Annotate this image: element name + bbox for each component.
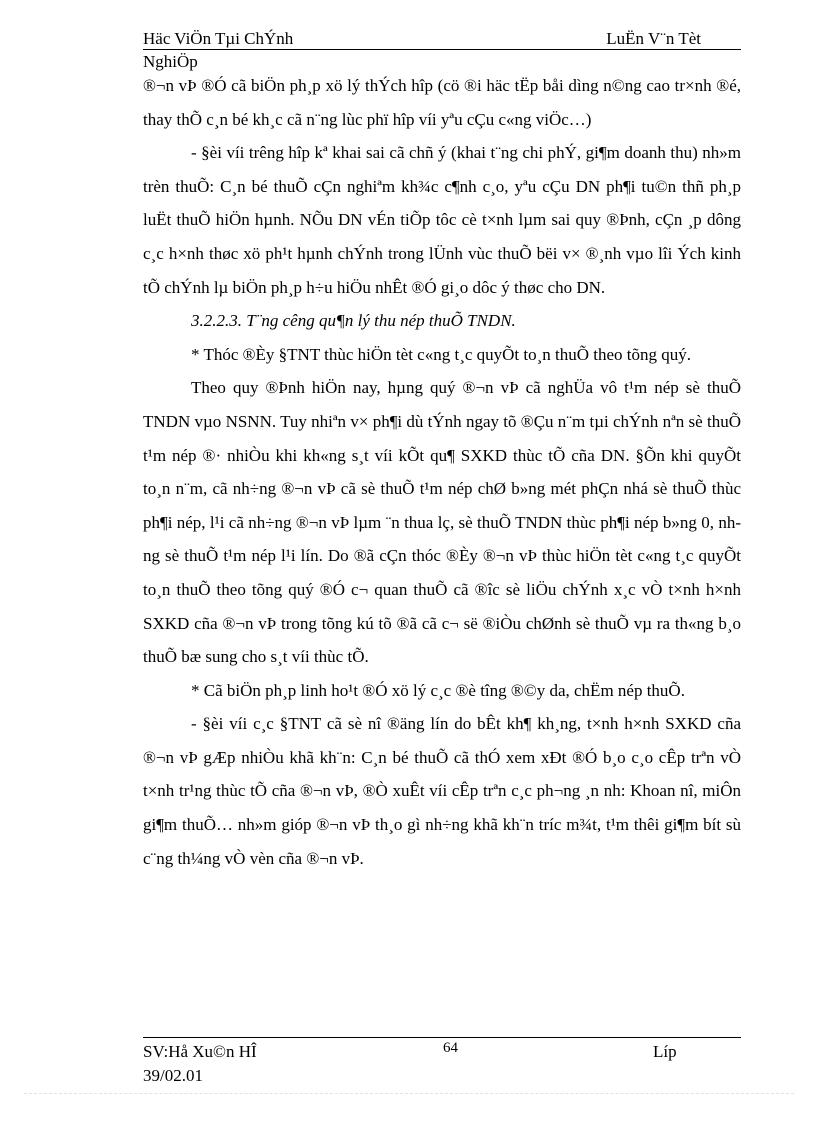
paragraph-4: Theo quy ®Þnh hiÖn nay, hµng quý ®¬n vÞ cã nghÜa vô t¹m nép sè thuÕ TNDN vµo NSNN. Tuy nhiªn v× ph¶i dù tÝnh ngay tõ ®Çu n¨m tµi chÝnh nªn sè thuÕ t¹m nép ®· nhiÒu khi kh«ng s¸t víi kÕt qu¶ SXKD thùc tÕ cña DN. §Õn khi quyÕt to¸n n¨m, cã nh÷ng ®¬n vÞ cã sè thuÕ t¹m nép chØ b»ng mét phÇn nhá sè thuÕ thùc ph¶i nép, l¹i cã nh÷ng ®¬n vÞ lµm ¨n thua lç, sè thuÕ TNDN thùc ph¶i nép b»ng 0, nhng sè thuÕ t¹m nép l¹i lín. Do ®ã cÇn thóc ®Èy ®¬n vÞ thùc hiÖn tèt c«ng t¸c quyÕt to¸n thuÕ theo tõng quý ®Ó c¬ quan thuÕ cã ®îc sè liÖu chÝnh x¸c vÒ t×nh h×nh SXKD cña ®¬n vÞ trong tõng kú tõ ®ã cã c¬ së ®iÒu chØnh sè thuÕ vµ ra th«ng b¸o thuÕ bæ sung cho s¸t víi thùc tÕ. <box>143 378 741 667</box>
footer-class: Líp <box>653 1042 677 1061</box>
section-heading: 3.2.2.3. T¨ng cêng qu¶n lý thu nép thuÕ TNDN. <box>191 311 516 331</box>
paragraph-2: - §èi víi trêng hîp kª khai sai cã chñ ý (khai t¨ng chi phÝ, gi¶m doanh thu) nh»m trèn thuÕ: C¸n bé thuÕ cÇn nghiªm kh¾c c¶nh c¸o, yªu cÇu DN ph¶i tu©n thñ ph¸p luËt thuÕ hiÖn hµnh. NÕu DN vÉn tiÕp tôc cè t×nh lµm sai quy ®Þnh, cÇn ¸p dông c¸c h×nh thøc xö ph¹t hµnh chÝnh trong lÜnh vùc thuÕ bëi v× ®¸nh vµo lîi Ých kinh tÕ chÝnh lµ biÖn ph¸p h÷u hiÖu nhÊt ®Ó gi¸o dôc ý thøc cho DN. <box>143 143 741 297</box>
page-bottom-divider <box>24 1093 794 1094</box>
header-continuation: NghiÖp <box>143 52 198 71</box>
page-header <box>143 27 741 50</box>
paragraph-1: ®¬n vÞ ®Ó cã biÖn ph¸p xö lý thÝch hîp (cö ®i häc tËp båi dìng n©ng cao tr×nh ®é, thay thÕ c¸n bé kh¸c cã n¨ng lùc phï hîp víi yªu cÇu c«ng viÖc…) <box>143 76 741 129</box>
page-footer <box>143 1037 741 1085</box>
header-document-type: LuËn V¨n Tèt <box>606 29 701 48</box>
footer-student-code: 39/02.01 <box>143 1066 203 1085</box>
body-text <box>143 69 741 875</box>
footer-student-name: SV:Hå Xu©n HÎ <box>143 1042 257 1061</box>
paragraph-6: - §èi víi c¸c §TNT cã sè nî ®äng lín do bÊt kh¶ kh¸ng, t×nh h×nh SXKD cña ®¬n vÞ gÆp nhiÒu khã kh¨n: C¸n bé thuÕ cã thÓ xem xÐt ®Ó b¸o c¸o cÊp trªn vÒ t×nh tr¹ng thùc tÕ cña ®¬n vÞ, ®Ò xuÊt víi cÊp trªn c¸c ph¬ng ¸n nh: Khoan nî, miÔn gi¶m thuÕ… nh»m gióp ®¬n vÞ th¸o gì nh÷ng khã kh¨n tríc m¾t, t¹m thêi gi¶m bít sù c¨ng th¼ng vÒ vèn cña ®¬n vÞ. <box>143 714 741 868</box>
paragraph-3: * Thóc ®Èy §TNT thùc hiÖn tèt c«ng t¸c quyÕt to¸n thuÕ theo tõng quý. <box>191 344 692 364</box>
page-number: 64 <box>443 1040 458 1056</box>
paragraph-5: * Cã biÖn ph¸p linh ho¹t ®Ó xö lý c¸c ®è tîng ®©y da, chËm nép thuÕ. <box>191 680 685 700</box>
header-institution: Häc ViÖn Tµi ChÝnh <box>143 29 294 48</box>
